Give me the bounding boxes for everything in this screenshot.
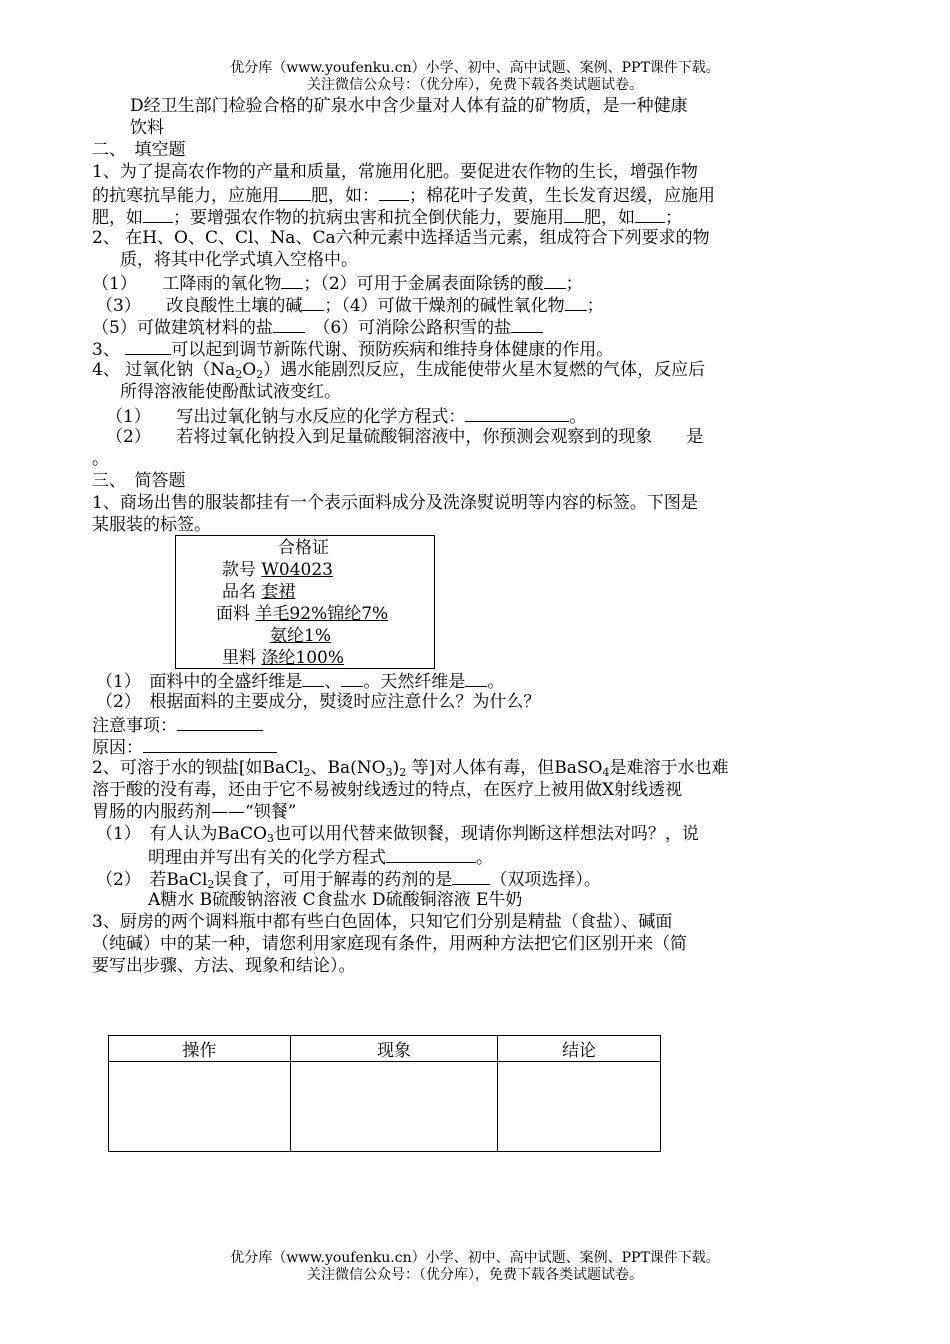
page-header-line2: 关注微信公众号：（优分库），免费下载各类试题试卷。	[307, 77, 643, 93]
answer-blank[interactable]	[511, 316, 543, 333]
text: （3） 改良酸性土壤的碱	[96, 296, 303, 316]
text: ；（2）可用于金属表面除锈的酸	[303, 274, 544, 294]
text: （1） 面料中的全盛纤维是	[96, 672, 303, 692]
subscript: 2	[207, 878, 215, 891]
q2-4-part1	[106, 405, 586, 428]
text: （双项选择）。	[490, 870, 601, 890]
text: 4、 过氧化钠（Na	[92, 360, 236, 380]
q3-2-options: A糖水 B硫酸钠溶液 C食盐水 D硫酸铜溶液 E牛奶	[148, 890, 523, 910]
answer-blank[interactable]	[379, 184, 409, 201]
text: 注意事项：	[92, 716, 177, 736]
page-footer-line1: 优分库（www.youfenku.cn）小学、初中、高中试题、案例、PPT课件下载。	[230, 1250, 720, 1266]
q3-1-line1: 1、商场出售的服装都挂有一个表示面料成分及洗涤熨说明等内容的标签。下图是	[92, 493, 698, 513]
text: ；	[565, 274, 583, 294]
subscript: 3	[385, 766, 393, 779]
option-d-line1: D经卫生部门检验合格的矿泉水中含少量对人体有益的矿物质，是一种健康	[130, 96, 688, 116]
answer-blank[interactable]	[465, 405, 569, 422]
q3-3-line2: （纯碱）中的某一种，请您利用家庭现有条件，用两种方法把它们区别开来（简	[92, 934, 687, 954]
answer-blank[interactable]	[281, 272, 303, 289]
text: 3、	[92, 340, 120, 360]
table-cell[interactable]	[498, 1062, 661, 1152]
q3-3-line3: 要写出步骤、方法、现象和结论）。	[92, 956, 356, 976]
text: 涤纶100%	[261, 648, 345, 668]
label-name-row	[222, 582, 295, 603]
text: 2、可溶于水的钡盐[如BaCl	[92, 758, 304, 778]
table-header-row	[109, 1036, 661, 1062]
answer-blank[interactable]	[143, 736, 277, 753]
text: 。	[476, 848, 493, 868]
section-title-short-answer: 三、 简答题	[92, 471, 186, 491]
q2-2-line1: 2、 在H、O、C、Cl、Na、Ca六种元素中选择适当元素，组成符合下列要求的物	[92, 228, 710, 248]
answer-blank[interactable]	[565, 294, 587, 311]
subscript: 2	[235, 368, 243, 381]
q3-2-line2: 溶于酸的没有毒，还由于它不易被射线透过的特点，在医疗上被用做X射线透视	[92, 780, 683, 800]
text: 。	[569, 407, 587, 427]
answer-blank[interactable]	[564, 206, 584, 223]
text: 等]对人体有毒，但BaSO	[411, 758, 603, 778]
answer-blank[interactable]	[465, 670, 487, 687]
answer-blank[interactable]	[125, 338, 171, 355]
text: ；棉花叶子发黄，生长发育迟缓，应施用	[409, 186, 715, 206]
answer-blank[interactable]	[279, 184, 311, 201]
q3-1-part1	[96, 670, 504, 693]
q2-4-part2: （2） 若将过氧化钠投入到足量硫酸铜溶液中，你预测会观察到的现象 是	[106, 427, 704, 447]
q2-2-part1-2	[92, 272, 583, 295]
answer-blank[interactable]	[341, 670, 363, 687]
label-fabric-row	[216, 604, 388, 625]
section-title-fill-in: 二、 填空题	[92, 140, 186, 160]
table-cell[interactable]	[291, 1062, 498, 1152]
text: （5）可做建筑材料的盐	[92, 318, 273, 338]
text: （1） 工降雨的氧化物	[92, 274, 282, 294]
q3-2-part1	[96, 824, 699, 845]
q2-4-line1	[92, 360, 705, 381]
text: O	[242, 360, 257, 380]
q3-2-part2	[96, 868, 601, 891]
text: （6）可消除公路积雪的盐	[321, 318, 512, 338]
answer-blank[interactable]	[302, 670, 324, 687]
q2-3	[92, 338, 613, 361]
option-d-line2: 饮料	[130, 118, 164, 138]
q2-2-part3-4	[96, 294, 604, 317]
text: 面料	[216, 604, 250, 624]
q3-2-part1-cont	[148, 846, 493, 869]
text: 可以起到调节新陈代谢、预防疾病和维持身体健康的作用。	[171, 340, 614, 360]
text: 里料	[222, 648, 256, 668]
page-header-line1: 优分库（www.youfenku.cn）小学、初中、高中试题、案例、PPT课件下载。	[230, 60, 720, 76]
text: 羊毛92%锦纶7%	[255, 604, 389, 624]
answer-table	[108, 1035, 661, 1152]
text: 原因：	[92, 738, 143, 758]
q2-1-line1: 1、为了提高农作物的产量和质量，常施用化肥。要促进农作物的生长，增强作物	[92, 162, 698, 182]
text: 套裙	[261, 582, 296, 602]
text: 。	[487, 672, 505, 692]
answer-blank[interactable]	[143, 206, 173, 223]
table-cell[interactable]	[109, 1062, 291, 1152]
answer-blank[interactable]	[177, 714, 263, 731]
answer-blank[interactable]	[544, 272, 566, 289]
subscript: 2	[303, 766, 311, 779]
text: ）遇水能剧烈反应，生成能使带火星木复燃的气体，反应后	[263, 360, 706, 380]
text: ；	[665, 208, 682, 228]
subscript: 2	[399, 766, 407, 779]
q2-4-part2-end: 。	[92, 449, 109, 469]
text: 。天然纤维是	[363, 672, 466, 692]
subscript: 3	[266, 832, 274, 845]
col-header-phenomenon: 现象	[291, 1036, 498, 1062]
q3-1-note	[92, 714, 263, 737]
col-header-conclusion: 结论	[498, 1036, 661, 1062]
answer-blank[interactable]	[635, 206, 665, 223]
subscript: 4	[602, 766, 610, 779]
page-footer-line2: 关注微信公众号：（优分库），免费下载各类试题试卷。	[307, 1267, 643, 1283]
answer-blank[interactable]	[452, 868, 490, 885]
text: 明理由并写出有关的化学方程式	[148, 848, 386, 868]
text: （2） 若BaCl	[96, 870, 208, 890]
answer-blank[interactable]	[302, 294, 324, 311]
text: ；要增强农作物的抗病虫害和抗全倒伏能力，要施用	[173, 208, 564, 228]
q3-1-line2: 某服装的标签。	[92, 515, 211, 535]
text: 肥，如：	[311, 186, 379, 206]
text: ；（4）可做干燥剂的碱性氧化物	[324, 296, 565, 316]
table-row	[109, 1062, 661, 1152]
text: 的抗寒抗旱能力，应施用	[92, 186, 279, 206]
text: ；	[586, 296, 604, 316]
text: W04023	[261, 560, 333, 580]
text: )	[392, 758, 400, 778]
text: 款号	[222, 560, 256, 580]
text: 、	[324, 672, 342, 692]
text: （1） 写出过氧化钠与水反应的化学方程式：	[106, 407, 466, 427]
label-title: 合格证	[278, 538, 329, 558]
text: 肥，如	[92, 208, 143, 228]
q3-1-part2: （2） 根据面料的主要成分，熨烫时应注意什么？为什么？	[96, 692, 541, 712]
answer-blank[interactable]	[273, 316, 305, 333]
text: 是难溶于水也难	[609, 758, 729, 778]
label-lining-row	[222, 648, 344, 669]
q2-1-line3	[92, 206, 682, 229]
col-header-operation: 操作	[109, 1036, 291, 1062]
text: 、Ba(NO	[310, 758, 386, 778]
q2-1-line2	[92, 184, 715, 207]
text: 氨纶1%	[270, 626, 331, 646]
text: （1） 有人认为BaCO	[96, 824, 267, 844]
label-fabric-row2	[270, 626, 331, 647]
q3-3-line1: 3、厨房的两个调料瓶中都有些白色固体，只知它们分别是精盐（食盐）、碱面	[92, 912, 673, 932]
label-model-row	[222, 560, 333, 581]
text: 品名	[222, 582, 256, 602]
q3-2-line1	[92, 758, 729, 779]
text: 也可以用代替来做钡餐，现请你判断这样想法对吗？，说	[273, 824, 699, 844]
q3-2-line3: 胃肠的内服药剂——“钡餐”	[92, 802, 297, 822]
answer-blank[interactable]	[386, 846, 476, 863]
text: 肥，如	[584, 208, 635, 228]
subscript: 2	[256, 368, 264, 381]
q2-2-line2: 质，将其中化学式填入空格中。	[120, 250, 358, 270]
q2-2-part5-6	[92, 316, 543, 339]
q2-4-line2: 所得溶液能使酚酞试液变红。	[120, 382, 341, 402]
text	[305, 318, 322, 338]
q3-1-reason	[92, 736, 277, 759]
text: 误食了，可用于解毒的药剂的是	[214, 870, 453, 890]
